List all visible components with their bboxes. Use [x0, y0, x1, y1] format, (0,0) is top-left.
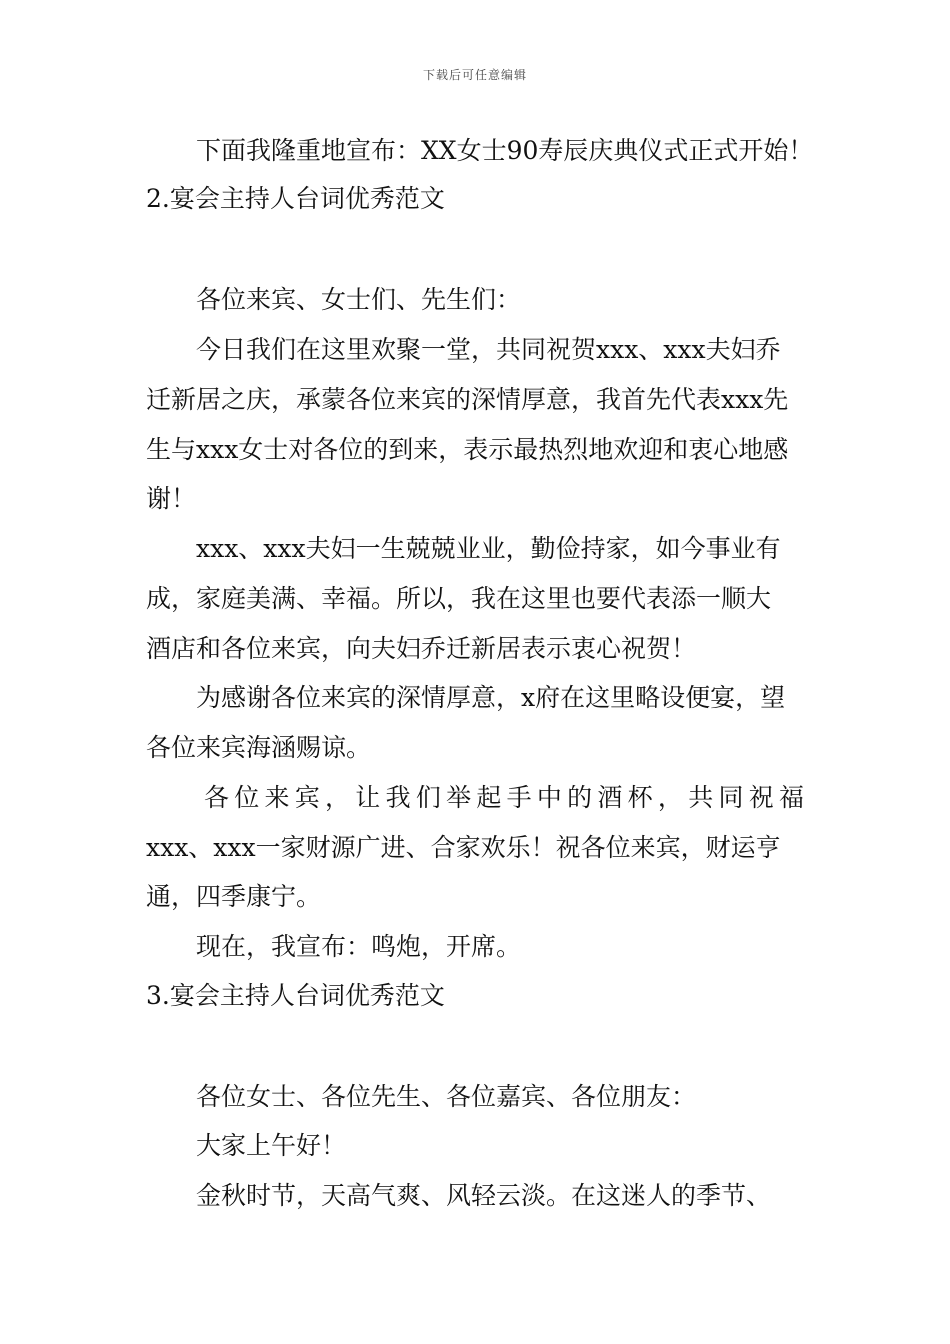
- paragraph-line: 为感谢各位来宾的深情厚意，x府在这里略设便宴，望: [196, 683, 786, 712]
- paragraph-line: 通，四季康宁。: [146, 882, 322, 911]
- paragraph-line: 各位来宾海涵赐谅。: [146, 733, 372, 762]
- paragraph-line: 各位女士、各位先生、各位嘉宾、各位朋友：: [196, 1082, 697, 1111]
- paragraph-line: 大家上午好！: [196, 1131, 347, 1160]
- section-heading: 2.宴会主持人台词优秀范文: [146, 184, 445, 213]
- page-header: 下载后可任意编辑: [422, 68, 527, 82]
- paragraph-line: 谢！: [146, 484, 197, 513]
- paragraph-line: xxx、xxx一家财源广进、合家欢乐！祝各位来宾，财运亨: [146, 833, 781, 862]
- paragraph-line: 生与xxx女士对各位的到来，表示最热烈地欢迎和衷心地感: [146, 435, 789, 464]
- justified-line: 各位来宾，让我们举起手中的酒杯，共同祝福: [204, 783, 804, 812]
- paragraph-line: 现在，我宣布：鸣炮，开席。: [196, 932, 522, 961]
- paragraph-line: 各位来宾、女士们、先生们：: [196, 285, 522, 314]
- paragraph-line: 今日我们在这里欢聚一堂，共同祝贺xxx、xxx夫妇乔: [196, 335, 781, 364]
- paragraph-line: 迁新居之庆，承蒙各位来宾的深情厚意，我首先代表xxx先: [146, 385, 789, 414]
- paragraph-line: [204, 783, 804, 813]
- paragraph-line: 酒店和各位来宾，向夫妇乔迁新居表示衷心祝贺！: [146, 634, 697, 663]
- paragraph-line: xxx、xxx夫妇一生兢兢业业，勤俭持家，如今事业有: [196, 534, 781, 563]
- paragraph-line: 成，家庭美满、幸福。所以，我在这里也要代表添一顺大: [146, 584, 772, 613]
- paragraph-line: 下面我隆重地宣布：XX女士90寿辰庆典仪式正式开始！: [196, 136, 814, 165]
- section-heading: 3.宴会主持人台词优秀范文: [146, 981, 445, 1010]
- paragraph-line: 金秋时节，天高气爽、风轻云淡。在这迷人的季节、: [196, 1181, 772, 1210]
